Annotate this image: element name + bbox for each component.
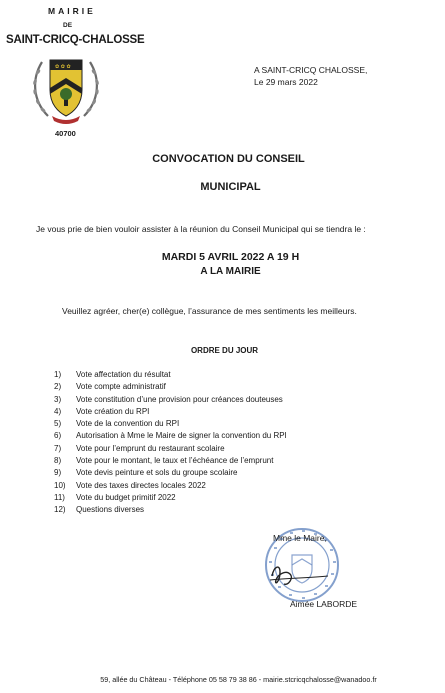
agenda-item-number: 7)	[54, 443, 62, 453]
header-commune-name: SAINT-CRICQ-CHALOSSE	[6, 34, 145, 46]
coat-of-arms-icon	[28, 50, 104, 126]
agenda-list	[54, 369, 287, 517]
agenda-item	[54, 406, 287, 418]
agenda-item-text: Vote affectation du résultat	[76, 370, 171, 379]
signatory-name: Aimée LABORDE	[290, 599, 358, 609]
agenda-item	[54, 381, 287, 393]
header-mairie: MAIRIE	[48, 6, 96, 16]
document-title-line2: MUNICIPAL	[200, 181, 261, 193]
agenda-item-text: Autorisation à Mme le Maire de signer la convention du RPI	[76, 431, 287, 441]
agenda-item-number: 8)	[54, 456, 62, 466]
agenda-item-number: 5)	[54, 419, 62, 429]
agenda-item-number: 12)	[54, 505, 66, 515]
meeting-location: A LA MAIRIE	[200, 266, 261, 277]
agenda-item-number: 6)	[54, 431, 62, 441]
agenda-item-text: Vote compte administratif	[76, 382, 166, 392]
date-line: Le 29 mars 2022	[254, 77, 318, 87]
agenda-title: ORDRE DU JOUR	[190, 346, 259, 355]
agenda-item	[54, 394, 287, 406]
agenda-item-text: Vote création du RPI	[76, 406, 150, 416]
agenda-item-text: Questions diverses	[76, 505, 145, 515]
document-title-line1: CONVOCATION DU CONSEIL	[152, 153, 305, 165]
agenda-item-number: 4)	[54, 406, 62, 416]
agenda-item	[54, 418, 287, 430]
agenda-item-text: Vote du budget primitif 2022	[76, 492, 176, 502]
agenda-item-text: Vote pour l’emprunt du restaurant scolaire	[76, 443, 225, 453]
agenda-item-text: Vote de la convention du RPI	[76, 419, 180, 429]
header-de: DE	[63, 22, 73, 29]
agenda-item-text: Vote constitution d’une provision pour créances douteuses	[76, 394, 283, 404]
header-postal-code: 40700	[55, 129, 76, 138]
agenda-item	[54, 443, 287, 455]
meeting-date-time: MARDI 5 AVRIL 2022 A 19 H	[161, 251, 300, 263]
agenda-item-number: 3)	[54, 394, 62, 404]
agenda-item-text: Vote pour le montant, le taux et l’échéance de l’emprunt	[76, 456, 274, 466]
agenda-item	[54, 480, 287, 492]
agenda-item-number: 2)	[54, 382, 62, 392]
footer-contact: 59, allée du Château - Téléphone 05 58 79 38 86 - mairie.stcricqchalosse@wanadoo.fr	[100, 675, 377, 684]
place-and-date	[254, 64, 367, 88]
agenda-item-number: 9)	[54, 468, 62, 478]
agenda-item	[54, 467, 287, 479]
place-line: A SAINT-CRICQ CHALOSSE,	[254, 65, 368, 75]
agenda-item	[54, 492, 287, 504]
agenda-item-number: 1)	[54, 370, 62, 379]
agenda-item	[54, 430, 287, 442]
signatory-role: Mme le Maire,	[273, 533, 327, 543]
svg-text:✿ ✿ ✿: ✿ ✿ ✿	[55, 64, 71, 70]
agenda-item-text: Vote devis peinture et sols du groupe scolaire	[76, 468, 238, 478]
handwritten-signature-icon	[268, 556, 348, 592]
agenda-item-number: 11)	[54, 492, 65, 502]
agenda-item	[54, 504, 287, 516]
intro-paragraph: Je vous prie de bien vouloir assister à la réunion du Conseil Municipal qui se tiendra le :	[36, 224, 366, 234]
agenda-item-number: 10)	[54, 480, 66, 490]
agenda-item-text: Vote des taxes directes locales 2022	[76, 480, 206, 490]
agenda-item	[54, 455, 287, 467]
closing-paragraph: Veuillez agréer, cher(e) collègue, l’assurance de mes sentiments les meilleurs.	[62, 306, 357, 316]
agenda-item	[54, 369, 287, 381]
